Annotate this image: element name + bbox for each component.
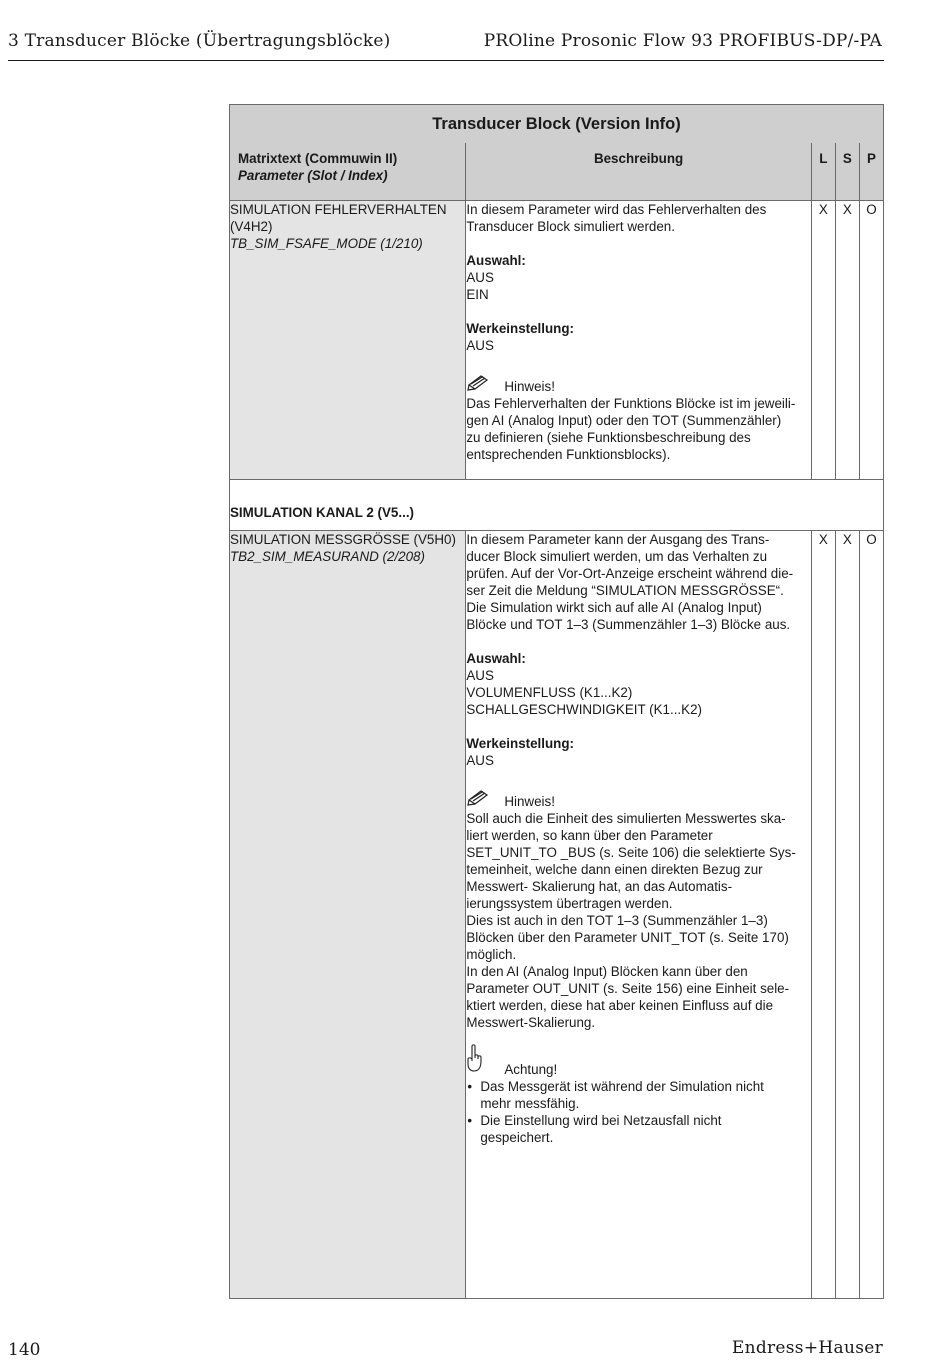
warning-list — [466, 1078, 811, 1146]
pencil-note-icon — [466, 788, 504, 810]
flag-s: X — [835, 201, 859, 480]
header-s: S — [835, 143, 859, 201]
header-rule — [8, 60, 884, 61]
page-header-chapter: 3 Transducer Blöcke (Übertragungsblöcke) — [8, 31, 391, 51]
parameter-cell: SIMULATION MESSGRÖSSE (V5H0) TB2_SIM_MEASURAND (2/208) — [230, 531, 466, 1299]
section-row — [230, 480, 884, 531]
header-p: P — [859, 143, 883, 201]
list-item: • Die Einstellung wird bei Netzausfall nicht gespeichert. — [467, 1113, 722, 1145]
table-row — [230, 531, 884, 1299]
brand-logo: Endress+Hauser — [731, 1338, 883, 1358]
flag-p: O — [859, 201, 883, 480]
table-row — [230, 201, 884, 480]
flag-l: X — [811, 531, 835, 1299]
list-item: • Das Messgerät ist während der Simulation nicht mehr messfähig. — [467, 1079, 764, 1111]
table-title: Transducer Block (Version Info) — [230, 105, 884, 144]
flag-p: O — [859, 531, 883, 1299]
pencil-note-icon — [466, 373, 504, 395]
flag-l: X — [811, 201, 835, 480]
page-number: 140 — [8, 1340, 41, 1360]
header-l: L — [811, 143, 835, 201]
section-heading: SIMULATION KANAL 2 (V5...) — [230, 480, 884, 531]
page-header-product: PROline Prosonic Flow 93 PROFIBUS-DP/-PA — [483, 31, 882, 51]
header-matrixtext: Matrixtext (Commuwin II) Parameter (Slot / Index) — [230, 143, 466, 201]
description-cell: In diesem Parameter kann der Ausgang des Trans- ducer Block simuliert werden, um das Verhalten zu prüfen. Auf der Vor-Ort-Anzeige erscheint während die- ser Zeit die Meldung “SIMULATION MESSGRÖSSE“. Die Simulation wirkt sich auf alle AI (Analog Input) Blöcke und TOT 1–3 (Summenzähler 1–3) Blöcke aus. Auswahl: AUS VOLUMENFLUSS (K1...K2) SCHALLGESCHWINDIGKEIT (K1...K2) Werkeinstellung: AUS Hinweis! Soll auch die Einheit des simulierten Messwertes ska- liert werden, so kann über den Parameter SET_UNIT_TO _BUS (s. Seite 106) die selektierte Sys- temeinheit, welche dann einen direkten Bezug zur Messwert- Skalierung hat, an das Automatis- ierungssystem übertragen werden. Dies ist auch in den TOT 1–3 (Summenzähler 1–3) Blöcken über den Parameter UNIT_TOT (s. Seite 170) möglich. In den AI (Analog Input) Blöcken kann über den Parameter OUT_UNIT (s. Seite 156) eine Einheit sele- ktiert werden, diese hat aber keinen Einfluss auf die Messwert-Skalierung. Achtung! • Das Messgerät ist während der Simulation nicht mehr messfähig. • Die Einstellung wird bei Netzausfall nicht gespeichert. — [466, 531, 812, 1299]
pointing-hand-warning-icon — [466, 1044, 504, 1078]
transducer-block-table — [229, 104, 884, 1299]
parameter-cell: SIMULATION FEHLERVERHALTEN (V4H2) TB_SIM_FSAFE_MODE (1/210) — [230, 201, 466, 480]
flag-s: X — [835, 531, 859, 1299]
description-cell: In diesem Parameter wird das Fehlerverhalten des Transducer Block simuliert werden. Auswahl: AUS EIN Werkeinstellung: AUS Hinweis! Das Fehlerverhalten der Funktions Blöcke ist im jeweili- gen AI (Analog Input) oder den TOT (Summenzähler) zu definieren (siehe Funktionsbeschreibung des entsprechenden Funktionsblocks). — [466, 201, 812, 480]
table-header-row — [230, 143, 884, 201]
header-beschreibung: Beschreibung — [466, 143, 812, 201]
